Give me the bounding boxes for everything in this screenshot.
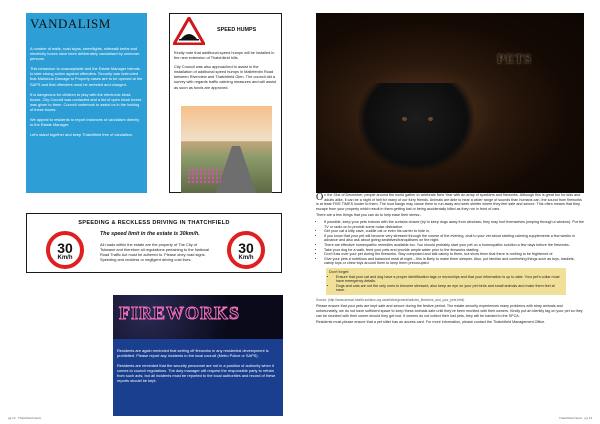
speed-humps-text (174, 50, 278, 94)
vandalism-paragraph: A number of walls, road signs, streetlights, sidewalk kerbs and electricity boxes have been deliberately vandalised by unknown persons. (30, 46, 140, 62)
vandalism-title: VANDALISM (30, 16, 111, 31)
list-item: • Dogs and cats are not the only ones to become stressed, also keep an eye on your pet birds and small animals and make them feel at ease. (336, 284, 563, 293)
vandalism-paragraph: It is dangerous for children to play with the electronic kiosk boxes. City Council was contacted and a list of open kiosk boxes was given to them. Council undertook to assist us in the locking of these boxes. (30, 91, 142, 112)
list-item: • Get your cat a kitty cave, cuddle cat or even his carrier to hide in. (324, 229, 584, 234)
footer-publication: Thatchfield News (558, 416, 582, 420)
list-item: • If possible, keep your pets indoors with the curtains closed (try to keep dogs away from windows; they may hurt themselves jumping through a window). Put the TV or radio on to provide some noise distraction. (324, 220, 584, 229)
list-item: • There are effective homeopathic remedies available too. You should probably start your pet on a homeopathic solution a few days before the fireworks. (324, 243, 584, 248)
pets-tips-intro: There are a few things that you can do to help ease their stress:- (316, 213, 422, 218)
footer-page-number: pg 12 (8, 416, 16, 420)
fireworks-banner-text: FIREWORKS (119, 303, 241, 323)
pets-intro-text: n the 31st of December, people around the world gather to celebrate New Year with an array of sparklers and fireworks. Although this is great fun for kids and adults alike, it can be a night of hell for many of our furry friends. Animals are able to hear a wider range of sounds than humans can, the sound from fireworks is at least FIVE TIMES louder to them. The loud bangs may cause them to run away and seek shelter where they feel safe and secure. This often means that they escape from your property which result in them getting lost or being accidentally killed as they run in front of cars. (316, 193, 582, 211)
dont-forget-box (326, 268, 566, 295)
road-photo (181, 106, 272, 193)
list-item: • Ensure that your cat and dog have a proper identification tags or microchips and that your information is up to date. Your pet's collar must have emergency details. (336, 275, 563, 284)
dont-forget-title: Don't forget: (329, 269, 349, 274)
dog-eye (402, 117, 407, 121)
vandalism-paragraph: Let's stand together and keep Thatchfield free of vandalism. (30, 132, 133, 138)
speed-limit-number: 30 (238, 240, 254, 256)
fireworks-text (117, 348, 279, 389)
pets-tips-list (316, 220, 584, 266)
list-item: • If you know that your pet will become very stressed through the course of the evening, chat to your vet about starting calming supplements a few weeks in advance and also ask about giving sedatives/tranquilisers on the night. (324, 234, 584, 243)
vandalism-panel (26, 13, 147, 193)
speed-limit-unit: Km/h (57, 255, 73, 261)
speed-limit-sign-right (227, 231, 265, 269)
speed-limit-number: 30 (57, 240, 73, 256)
list-item: • Don't fuss over your pet during the fireworks. Stay composed and talk calmly to them, but show them that there is nothing to be frightened of. (324, 252, 584, 257)
pets-closing-paragraph: Residents must please ensure that a pet sitter has an access card. For more information, please contact the Thatchfield Management Office. (316, 320, 546, 325)
pets-intro-paragraph (316, 193, 584, 211)
speed-limit-sign-left (46, 231, 84, 269)
speed-humps-paragraph: City Council was also approached to assist in the installation of additional speed humps in Mallefentin Road between Riverview and Thatchfield Glen. The council did a survey with regards traffic calming measures and will assist as soon as funds are approved. (174, 64, 276, 90)
footer-right (559, 416, 592, 420)
dont-forget-list (329, 275, 563, 293)
list-item: • Give your pets a nutritious and balanced meal at night – this is likely to make them sleepier. Also, put familiar and comforting things such as toys, baskets, catnip toys or chew toys around them to keep them preoccupied. (324, 257, 584, 266)
fireworks-paragraph: Residents are reminded that the security personnel are not in a position of authority when it comes to council regulations. The duty manager will request the responsible party to refrain from such acts, but all incidents must be reported to the local authorities and record of these reports should be kept. (117, 363, 276, 384)
speeding-body: All roads within the estate are the property of The City of Tshwane and therefore all regulations pertaining to the National Road Traffic Act must be adhered to. Please obey road signs. Speeding and reckless or negligent driving cost lives. (100, 242, 210, 263)
footer-publication: Thatchfield News (17, 416, 41, 420)
vandalism-paragraph: This behaviour is unacceptable and the Estate Manager intends to take strong action against offenders. Security was instructed that Malicious Damage to Property cases are to be opened at the SAPS and that offenders must be arrested and charged. (30, 66, 143, 87)
speeding-title: SPEEDING & RECKLESS DRIVING IN THATCHFIELD (78, 220, 230, 226)
pets-dropcap: O (316, 192, 324, 203)
speed-hump-warning-icon (173, 17, 205, 45)
speed-humps-paragraph: Kindly note that additional speed humps will be installed in the new extension of Thatchfield hills. (174, 50, 275, 61)
flower-bed (187, 168, 221, 184)
source-citation: Source: (http://www.animal-health-solution.org.za/articles/general/articles_fireworks_and_your_pets.html) (316, 297, 465, 302)
list-item: • Take your dog for a walk, feed your pets and provide ample water prior to the fireworks starting. (324, 248, 584, 253)
right-page (300, 0, 600, 424)
footer-left (8, 416, 41, 420)
pets-closing-paragraph: Please ensure that your pets are kept safe and secure during the festive period. The estate security experiences many problems with stray animals and unfortunately, we do not have sufficient space to keep these animals safe until they've been reunited with their owners. Kindly put an identity tag on your pet so they can be reunited with their owner should they get lost. If owners do not collect their lost pets, they will be handed to the SPCA. (316, 304, 583, 318)
pets-article (316, 193, 584, 327)
speed-limit-tagline: The speed limit in the estate is 30km/h. (100, 231, 200, 237)
speeding-panel (26, 213, 282, 273)
fireworks-banner (113, 295, 283, 339)
fireworks-paragraph: Residents are again reminded that setting off fireworks in any residential development is prohibited. Please report any incidents to the local council (Metro Police or SAPS). (117, 348, 269, 359)
pets-photo (316, 13, 584, 193)
footer-page-number: pg 13 (584, 416, 592, 420)
speed-humps-title: SPEED HUMPS (217, 27, 257, 33)
dog-eye (428, 117, 433, 121)
road-surface (216, 146, 256, 193)
speed-limit-unit: Km/h (238, 255, 254, 261)
vandalism-paragraph: We appeal to residents to report instances of vandalism directly to the Estate Manager. (30, 117, 140, 128)
fireworks-panel (113, 295, 283, 416)
dog-image (356, 83, 476, 173)
pets-title: PETS (497, 51, 532, 66)
